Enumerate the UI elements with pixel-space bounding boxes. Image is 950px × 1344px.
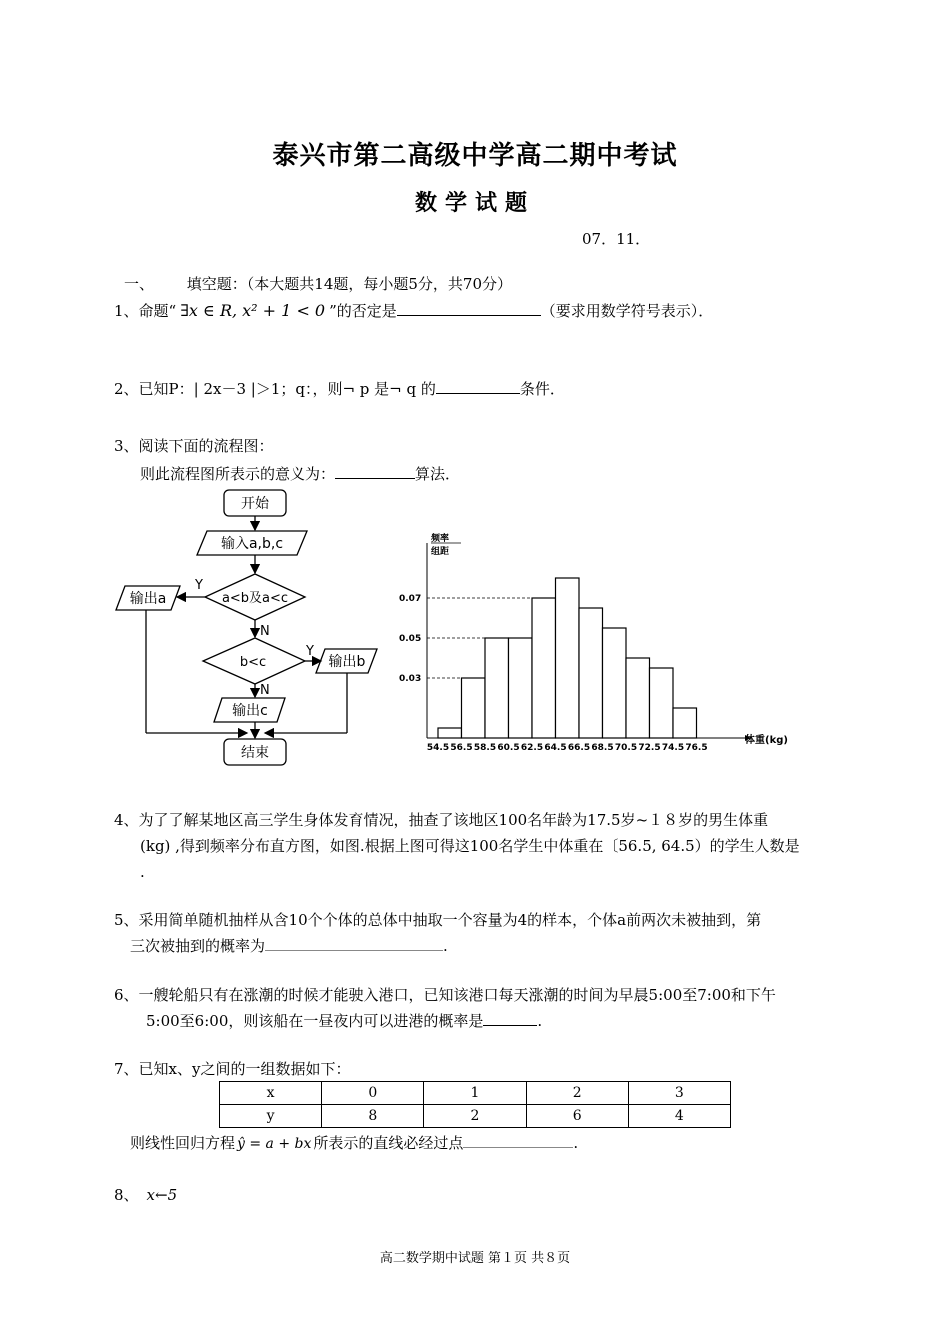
q1-number: 1、 — [114, 302, 139, 320]
hist-bar — [462, 678, 486, 738]
q7-text: 已知x、y之间的一组数据如下： — [138, 1060, 351, 1078]
hist-bar — [532, 598, 556, 738]
question-3-line2 — [140, 461, 460, 487]
q3-answer-blank[interactable] — [335, 464, 415, 479]
question-3 — [114, 433, 274, 459]
q2-text: 已知P：| 2x－3 |＞1；q：，则¬ p 是¬ q 的 — [138, 380, 436, 398]
q4-line1: 为了了解某地区高三学生身体发育情况，抽查了该地区100名年龄为17.5岁~１８岁的男生体重 — [138, 811, 769, 829]
question-5-line2 — [130, 933, 448, 959]
hist-x-tick-label: 60.5 — [497, 743, 520, 753]
q5-line2: 三次被抽到的概率为 — [130, 937, 266, 955]
hist-x-tick-label: 66.5 — [567, 743, 591, 753]
q5-answer-blank[interactable] — [265, 936, 443, 951]
section-heading — [124, 273, 512, 294]
q7-post: . — [573, 1134, 579, 1152]
hist-xlabel: 体重(kg) — [745, 735, 788, 746]
table-cell: 0 — [322, 1082, 424, 1105]
q4-line3: . — [140, 863, 145, 881]
exam-date: 07．11． — [582, 230, 651, 248]
table-cell: 2 — [424, 1105, 526, 1128]
hist-x-tick-label: 54.5 — [426, 743, 450, 753]
q6-post: . — [537, 1012, 543, 1030]
hist-x-tick-label: 64.5 — [544, 743, 567, 753]
flow-out-a-label: 输出a — [129, 591, 167, 607]
hist-y-tick-label: 0.03 — [399, 674, 422, 684]
hist-bar — [509, 638, 533, 738]
q8-number: 8、 — [114, 1186, 139, 1204]
question-2 — [114, 376, 565, 402]
table-row — [220, 1082, 731, 1105]
flow-cond1-label: a<b及a<c — [221, 591, 289, 606]
question-4 — [114, 807, 768, 833]
q3-post: 算法． — [415, 465, 461, 483]
hist-x-tick-label: 68.5 — [591, 743, 614, 753]
q8-text: x←5 — [146, 1186, 178, 1204]
hist-bar — [438, 728, 462, 738]
q7-line2: 则线性回归方程 — [130, 1134, 236, 1152]
hist-bar — [485, 638, 509, 738]
table-cell: x — [220, 1082, 322, 1105]
hist-x-tick-label: 70.5 — [614, 743, 638, 753]
q6-answer-blank[interactable] — [483, 1011, 537, 1026]
table-cell: 1 — [424, 1082, 526, 1105]
q5-post: . — [443, 937, 448, 955]
q4-line2: (kg) ,得到频率分布直方图，如图.根据上图可得这100名学生中体重在〔56.5, 64.5）的学生人数是 — [140, 837, 800, 855]
question-5 — [114, 907, 761, 933]
histogram-chart — [395, 528, 805, 758]
question-8 — [114, 1182, 177, 1208]
hist-x-tick-label: 58.5 — [473, 743, 497, 753]
q3-number: 3、 — [114, 437, 139, 455]
flow-end-label: 结束 — [241, 745, 269, 761]
q7-answer-blank[interactable] — [463, 1133, 573, 1148]
table-cell: 3 — [628, 1082, 730, 1105]
hist-x-tick-label: 56.5 — [450, 743, 473, 753]
hist-x-tick-label: 74.5 — [661, 743, 685, 753]
q2-post: 条件． — [519, 380, 565, 398]
question-1 — [114, 298, 713, 324]
table-row — [220, 1105, 731, 1128]
table-cell: 6 — [526, 1105, 628, 1128]
exam-title: 泰兴市第二高级中学高二期中考试 — [272, 141, 678, 171]
flow-start-label: 开始 — [241, 496, 269, 512]
question-7-line2 — [130, 1130, 578, 1157]
hist-y-tick-label: 0.07 — [399, 594, 422, 604]
hist-bar — [673, 708, 697, 738]
question-7 — [114, 1056, 350, 1082]
hist-ylabel-top: 频率 — [431, 534, 450, 544]
q1-post: （要求用数学符号表示）． — [540, 302, 714, 320]
question-6-line2 — [146, 1008, 542, 1034]
table-cell: 2 — [526, 1082, 628, 1105]
hist-bar — [579, 608, 603, 738]
hist-bar — [603, 628, 627, 738]
flow-cond2-label: b<c — [239, 655, 267, 670]
q6-number: 6、 — [114, 986, 139, 1004]
q4-number: 4、 — [114, 811, 139, 829]
q1-mid: ”的否定是 — [329, 302, 397, 320]
table-cell: 8 — [322, 1105, 424, 1128]
q7-formula: ŷ = a + bx — [237, 1136, 312, 1152]
table-cell: 4 — [628, 1105, 730, 1128]
q7-mid: 所表示的直线必经过点 — [313, 1134, 464, 1152]
q3-line2: 则此流程图所表示的意义为： — [140, 465, 336, 483]
flow-yes-2: Y — [306, 644, 314, 659]
question-6 — [114, 982, 776, 1008]
q6-line2: 5:00至6:00，则该船在一昼夜内可以进港的概率是 — [146, 1012, 484, 1030]
hist-x-tick-label: 62.5 — [520, 743, 544, 753]
hist-bar — [626, 658, 650, 738]
exam-subtitle: 数学试题 — [414, 191, 535, 216]
table-cell: y — [220, 1105, 322, 1128]
q1-answer-blank[interactable] — [397, 301, 541, 316]
q6-line1: 一艘轮船只有在涨潮的时候才能驶入港口，已知该港口每天涨潮的时间为早晨5:00至7:00和下午 — [138, 986, 776, 1004]
page-footer: 高二数学期中试题 第１页 共８页 — [379, 1251, 571, 1266]
hist-ylabel-bottom: 组距 — [431, 547, 450, 557]
section-text: 填空题：（本大题共14题，每小题5分，共70分） — [186, 275, 513, 293]
section-label: 一、 — [124, 275, 155, 293]
q5-number: 5、 — [114, 911, 139, 929]
hist-y-tick-label: 0.05 — [399, 634, 422, 644]
hist-x-tick-label: 76.5 — [685, 743, 708, 753]
q7-number: 7、 — [114, 1060, 139, 1078]
flow-out-c-label: 输出c — [232, 703, 268, 719]
q2-number: 2、 — [114, 380, 139, 398]
flow-input-label: 输入a,b,c — [220, 536, 284, 552]
q1-pre: 命题“ — [138, 302, 177, 320]
hist-bar — [650, 668, 674, 738]
q1-formula: ∃x ∈ R, x² + 1 < 0 — [180, 301, 326, 320]
q7-data-table — [219, 1081, 731, 1128]
hist-x-tick-label: 72.5 — [638, 743, 661, 753]
hist-bar — [556, 578, 580, 738]
flow-no-1: N — [260, 624, 270, 639]
flow-out-b-label: 输出b — [328, 654, 366, 670]
flow-yes-1: Y — [195, 578, 203, 593]
q5-line1: 采用简单随机抽样从含10个个体的总体中抽取一个容量为4的样本，个体a前两次未被抽到，第 — [138, 911, 762, 929]
flowchart — [115, 485, 400, 770]
flow-no-2: N — [260, 683, 270, 698]
q2-answer-blank[interactable] — [436, 379, 520, 394]
q3-line1: 阅读下面的流程图： — [138, 437, 274, 455]
